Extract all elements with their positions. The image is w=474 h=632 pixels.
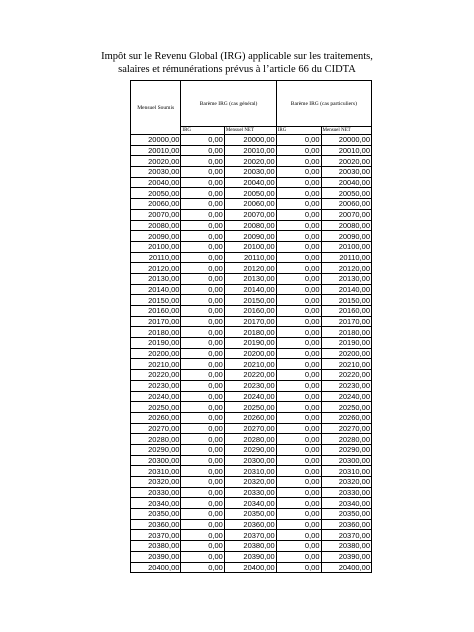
cell-net-general: 20170,00 — [224, 316, 276, 327]
cell-irg-general: 0,00 — [181, 541, 224, 552]
table-row — [131, 273, 372, 284]
cell-irg-particuliers: 0,00 — [276, 220, 321, 231]
cell-irg-particuliers: 0,00 — [276, 551, 321, 562]
cell-mensuel-soumis: 20300,00 — [131, 455, 181, 466]
table-row — [131, 316, 372, 327]
table-row — [131, 412, 372, 423]
cell-net-particuliers: 20210,00 — [321, 359, 371, 370]
header-irg-general: IRG — [181, 127, 224, 135]
cell-net-general: 20240,00 — [224, 391, 276, 402]
cell-net-particuliers: 20120,00 — [321, 263, 371, 274]
cell-irg-general: 0,00 — [181, 338, 224, 349]
cell-mensuel-soumis: 20150,00 — [131, 295, 181, 306]
cell-net-general: 20280,00 — [224, 434, 276, 445]
header-net-general: Mensuel NET — [224, 127, 276, 135]
cell-mensuel-soumis: 20280,00 — [131, 434, 181, 445]
cell-net-particuliers: 20150,00 — [321, 295, 371, 306]
cell-mensuel-soumis: 20120,00 — [131, 263, 181, 274]
cell-irg-general: 0,00 — [181, 220, 224, 231]
cell-irg-particuliers: 0,00 — [276, 530, 321, 541]
cell-irg-particuliers: 0,00 — [276, 370, 321, 381]
cell-net-general: 20120,00 — [224, 263, 276, 274]
cell-irg-general: 0,00 — [181, 199, 224, 210]
table-row — [131, 541, 372, 552]
irg-table — [130, 80, 372, 573]
cell-irg-general: 0,00 — [181, 241, 224, 252]
table-row — [131, 306, 372, 317]
cell-net-general: 20340,00 — [224, 498, 276, 509]
table-row — [131, 487, 372, 498]
cell-net-particuliers: 20070,00 — [321, 209, 371, 220]
cell-mensuel-soumis: 20320,00 — [131, 477, 181, 488]
cell-net-particuliers: 20290,00 — [321, 444, 371, 455]
cell-irg-particuliers: 0,00 — [276, 156, 321, 167]
cell-irg-particuliers: 0,00 — [276, 252, 321, 263]
cell-net-general: 20370,00 — [224, 530, 276, 541]
cell-irg-general: 0,00 — [181, 380, 224, 391]
header-net-particuliers: Mensuel NET — [321, 127, 371, 135]
cell-irg-particuliers: 0,00 — [276, 498, 321, 509]
cell-net-general: 20250,00 — [224, 402, 276, 413]
table-row — [131, 562, 372, 573]
cell-net-particuliers: 20310,00 — [321, 466, 371, 477]
table-row — [131, 220, 372, 231]
cell-mensuel-soumis: 20400,00 — [131, 562, 181, 573]
cell-net-particuliers: 20010,00 — [321, 145, 371, 156]
cell-net-particuliers: 20110,00 — [321, 252, 371, 263]
table-body — [131, 135, 372, 573]
cell-mensuel-soumis: 20140,00 — [131, 284, 181, 295]
cell-mensuel-soumis: 20110,00 — [131, 252, 181, 263]
cell-net-particuliers: 20330,00 — [321, 487, 371, 498]
cell-irg-general: 0,00 — [181, 231, 224, 242]
cell-irg-general: 0,00 — [181, 188, 224, 199]
cell-net-general: 20290,00 — [224, 444, 276, 455]
cell-irg-general: 0,00 — [181, 455, 224, 466]
cell-mensuel-soumis: 20090,00 — [131, 231, 181, 242]
cell-mensuel-soumis: 20030,00 — [131, 167, 181, 178]
cell-net-general: 20010,00 — [224, 145, 276, 156]
title-line-1: Impôt sur le Revenu Global (IRG) applicable sur les traitements, — [101, 51, 373, 62]
cell-irg-particuliers: 0,00 — [276, 487, 321, 498]
cell-irg-general: 0,00 — [181, 327, 224, 338]
cell-net-general: 20300,00 — [224, 455, 276, 466]
table-row — [131, 551, 372, 562]
cell-mensuel-soumis: 20310,00 — [131, 466, 181, 477]
cell-irg-general: 0,00 — [181, 402, 224, 413]
cell-net-general: 20070,00 — [224, 209, 276, 220]
cell-irg-particuliers: 0,00 — [276, 273, 321, 284]
cell-net-particuliers: 20200,00 — [321, 348, 371, 359]
cell-net-particuliers: 20050,00 — [321, 188, 371, 199]
cell-irg-general: 0,00 — [181, 412, 224, 423]
cell-irg-particuliers: 0,00 — [276, 188, 321, 199]
cell-net-general: 20060,00 — [224, 199, 276, 210]
cell-irg-particuliers: 0,00 — [276, 338, 321, 349]
table-row — [131, 359, 372, 370]
cell-mensuel-soumis: 20170,00 — [131, 316, 181, 327]
cell-mensuel-soumis: 20100,00 — [131, 241, 181, 252]
cell-net-general: 20270,00 — [224, 423, 276, 434]
cell-net-particuliers: 20350,00 — [321, 509, 371, 520]
cell-mensuel-soumis: 20270,00 — [131, 423, 181, 434]
cell-net-particuliers: 20220,00 — [321, 370, 371, 381]
cell-irg-general: 0,00 — [181, 316, 224, 327]
cell-irg-particuliers: 0,00 — [276, 444, 321, 455]
cell-net-general: 20080,00 — [224, 220, 276, 231]
cell-mensuel-soumis: 20220,00 — [131, 370, 181, 381]
cell-net-general: 20230,00 — [224, 380, 276, 391]
cell-net-particuliers: 20270,00 — [321, 423, 371, 434]
cell-mensuel-soumis: 20200,00 — [131, 348, 181, 359]
cell-net-particuliers: 20300,00 — [321, 455, 371, 466]
cell-net-particuliers: 20380,00 — [321, 541, 371, 552]
cell-net-general: 20130,00 — [224, 273, 276, 284]
cell-irg-general: 0,00 — [181, 562, 224, 573]
cell-net-particuliers: 20230,00 — [321, 380, 371, 391]
cell-irg-particuliers: 0,00 — [276, 209, 321, 220]
cell-irg-particuliers: 0,00 — [276, 348, 321, 359]
header-group-particuliers: Barème IRG (cas particuliers) — [276, 81, 371, 127]
cell-net-particuliers: 20280,00 — [321, 434, 371, 445]
table-row — [131, 327, 372, 338]
cell-mensuel-soumis: 20330,00 — [131, 487, 181, 498]
cell-irg-particuliers: 0,00 — [276, 359, 321, 370]
cell-net-general: 20350,00 — [224, 509, 276, 520]
table-row — [131, 519, 372, 530]
cell-net-general: 20100,00 — [224, 241, 276, 252]
table-row — [131, 423, 372, 434]
cell-mensuel-soumis: 20210,00 — [131, 359, 181, 370]
cell-mensuel-soumis: 20230,00 — [131, 380, 181, 391]
cell-irg-particuliers: 0,00 — [276, 380, 321, 391]
table-row — [131, 177, 372, 188]
table-row — [131, 370, 372, 381]
cell-net-particuliers: 20360,00 — [321, 519, 371, 530]
table-row — [131, 477, 372, 488]
cell-net-general: 20150,00 — [224, 295, 276, 306]
cell-irg-general: 0,00 — [181, 209, 224, 220]
cell-irg-particuliers: 0,00 — [276, 306, 321, 317]
cell-irg-general: 0,00 — [181, 177, 224, 188]
cell-net-general: 20140,00 — [224, 284, 276, 295]
cell-net-general: 20050,00 — [224, 188, 276, 199]
cell-irg-general: 0,00 — [181, 145, 224, 156]
table-row — [131, 167, 372, 178]
cell-irg-particuliers: 0,00 — [276, 231, 321, 242]
cell-mensuel-soumis: 20340,00 — [131, 498, 181, 509]
table-row — [131, 391, 372, 402]
table-row — [131, 263, 372, 274]
cell-net-particuliers: 20250,00 — [321, 402, 371, 413]
cell-net-general: 20310,00 — [224, 466, 276, 477]
table-row — [131, 348, 372, 359]
cell-irg-particuliers: 0,00 — [276, 177, 321, 188]
cell-net-general: 20330,00 — [224, 487, 276, 498]
table-row — [131, 284, 372, 295]
cell-net-particuliers: 20160,00 — [321, 306, 371, 317]
cell-net-particuliers: 20260,00 — [321, 412, 371, 423]
cell-mensuel-soumis: 20160,00 — [131, 306, 181, 317]
table-row — [131, 402, 372, 413]
cell-net-particuliers: 20140,00 — [321, 284, 371, 295]
table-row — [131, 466, 372, 477]
cell-net-general: 20220,00 — [224, 370, 276, 381]
cell-irg-particuliers: 0,00 — [276, 477, 321, 488]
cell-mensuel-soumis: 20260,00 — [131, 412, 181, 423]
cell-irg-particuliers: 0,00 — [276, 423, 321, 434]
cell-irg-general: 0,00 — [181, 519, 224, 530]
cell-mensuel-soumis: 20040,00 — [131, 177, 181, 188]
cell-net-general: 20000,00 — [224, 135, 276, 146]
cell-net-particuliers: 20060,00 — [321, 199, 371, 210]
cell-net-general: 20260,00 — [224, 412, 276, 423]
cell-irg-general: 0,00 — [181, 487, 224, 498]
cell-net-general: 20160,00 — [224, 306, 276, 317]
cell-irg-particuliers: 0,00 — [276, 135, 321, 146]
cell-mensuel-soumis: 20360,00 — [131, 519, 181, 530]
cell-mensuel-soumis: 20250,00 — [131, 402, 181, 413]
cell-net-general: 20180,00 — [224, 327, 276, 338]
cell-net-general: 20360,00 — [224, 519, 276, 530]
table-row — [131, 498, 372, 509]
cell-irg-general: 0,00 — [181, 295, 224, 306]
cell-irg-general: 0,00 — [181, 498, 224, 509]
cell-irg-particuliers: 0,00 — [276, 562, 321, 573]
cell-mensuel-soumis: 20290,00 — [131, 444, 181, 455]
cell-irg-particuliers: 0,00 — [276, 316, 321, 327]
table-row — [131, 156, 372, 167]
cell-irg-particuliers: 0,00 — [276, 509, 321, 520]
cell-irg-general: 0,00 — [181, 156, 224, 167]
cell-irg-particuliers: 0,00 — [276, 412, 321, 423]
cell-net-particuliers: 20390,00 — [321, 551, 371, 562]
cell-net-general: 20090,00 — [224, 231, 276, 242]
cell-irg-particuliers: 0,00 — [276, 145, 321, 156]
cell-irg-general: 0,00 — [181, 167, 224, 178]
cell-irg-general: 0,00 — [181, 284, 224, 295]
cell-irg-general: 0,00 — [181, 135, 224, 146]
cell-irg-general: 0,00 — [181, 423, 224, 434]
cell-irg-particuliers: 0,00 — [276, 402, 321, 413]
cell-net-particuliers: 20130,00 — [321, 273, 371, 284]
cell-irg-particuliers: 0,00 — [276, 241, 321, 252]
cell-irg-general: 0,00 — [181, 359, 224, 370]
cell-irg-particuliers: 0,00 — [276, 295, 321, 306]
table-row — [131, 530, 372, 541]
cell-mensuel-soumis: 20020,00 — [131, 156, 181, 167]
cell-net-general: 20380,00 — [224, 541, 276, 552]
cell-mensuel-soumis: 20050,00 — [131, 188, 181, 199]
cell-net-particuliers: 20400,00 — [321, 562, 371, 573]
cell-irg-particuliers: 0,00 — [276, 455, 321, 466]
table-row — [131, 434, 372, 445]
cell-irg-general: 0,00 — [181, 391, 224, 402]
cell-net-particuliers: 20000,00 — [321, 135, 371, 146]
cell-net-particuliers: 20020,00 — [321, 156, 371, 167]
header-mensuel-soumis: Mensuel Soumis — [131, 81, 181, 135]
cell-net-general: 20400,00 — [224, 562, 276, 573]
cell-net-particuliers: 20030,00 — [321, 167, 371, 178]
cell-irg-general: 0,00 — [181, 263, 224, 274]
table-row — [131, 145, 372, 156]
cell-irg-general: 0,00 — [181, 370, 224, 381]
cell-irg-general: 0,00 — [181, 348, 224, 359]
cell-irg-particuliers: 0,00 — [276, 199, 321, 210]
cell-mensuel-soumis: 20380,00 — [131, 541, 181, 552]
table-header — [131, 81, 372, 135]
cell-net-general: 20020,00 — [224, 156, 276, 167]
cell-mensuel-soumis: 20180,00 — [131, 327, 181, 338]
cell-irg-general: 0,00 — [181, 444, 224, 455]
cell-net-particuliers: 20340,00 — [321, 498, 371, 509]
header-irg-particuliers: IRG — [276, 127, 321, 135]
cell-irg-general: 0,00 — [181, 273, 224, 284]
cell-irg-particuliers: 0,00 — [276, 263, 321, 274]
cell-mensuel-soumis: 20370,00 — [131, 530, 181, 541]
cell-net-particuliers: 20090,00 — [321, 231, 371, 242]
cell-net-particuliers: 20240,00 — [321, 391, 371, 402]
cell-irg-particuliers: 0,00 — [276, 327, 321, 338]
cell-irg-particuliers: 0,00 — [276, 284, 321, 295]
table-row — [131, 455, 372, 466]
title-line-2: salaires et rémunérations prévus à l’article 66 du CIDTA — [118, 64, 356, 75]
cell-net-particuliers: 20080,00 — [321, 220, 371, 231]
table-row — [131, 444, 372, 455]
cell-net-general: 20040,00 — [224, 177, 276, 188]
table-row — [131, 231, 372, 242]
cell-net-general: 20210,00 — [224, 359, 276, 370]
cell-mensuel-soumis: 20070,00 — [131, 209, 181, 220]
cell-mensuel-soumis: 20240,00 — [131, 391, 181, 402]
cell-irg-particuliers: 0,00 — [276, 519, 321, 530]
table-row — [131, 241, 372, 252]
cell-mensuel-soumis: 20060,00 — [131, 199, 181, 210]
cell-mensuel-soumis: 20390,00 — [131, 551, 181, 562]
cell-mensuel-soumis: 20010,00 — [131, 145, 181, 156]
cell-irg-general: 0,00 — [181, 252, 224, 263]
cell-net-particuliers: 20190,00 — [321, 338, 371, 349]
cell-net-general: 20190,00 — [224, 338, 276, 349]
cell-irg-particuliers: 0,00 — [276, 466, 321, 477]
cell-irg-particuliers: 0,00 — [276, 167, 321, 178]
cell-irg-particuliers: 0,00 — [276, 434, 321, 445]
cell-net-particuliers: 20040,00 — [321, 177, 371, 188]
table-row — [131, 295, 372, 306]
cell-net-particuliers: 20370,00 — [321, 530, 371, 541]
cell-net-particuliers: 20320,00 — [321, 477, 371, 488]
cell-irg-particuliers: 0,00 — [276, 391, 321, 402]
cell-net-general: 20200,00 — [224, 348, 276, 359]
cell-net-particuliers: 20180,00 — [321, 327, 371, 338]
header-group-general: Barème IRG (cas général) — [181, 81, 276, 127]
cell-net-general: 20110,00 — [224, 252, 276, 263]
cell-irg-particuliers: 0,00 — [276, 541, 321, 552]
cell-mensuel-soumis: 20130,00 — [131, 273, 181, 284]
cell-irg-general: 0,00 — [181, 509, 224, 520]
cell-irg-general: 0,00 — [181, 434, 224, 445]
cell-mensuel-soumis: 20000,00 — [131, 135, 181, 146]
table-row — [131, 135, 372, 146]
cell-irg-general: 0,00 — [181, 466, 224, 477]
cell-net-particuliers: 20100,00 — [321, 241, 371, 252]
cell-irg-general: 0,00 — [181, 530, 224, 541]
document-title — [0, 50, 474, 76]
cell-mensuel-soumis: 20350,00 — [131, 509, 181, 520]
cell-mensuel-soumis: 20190,00 — [131, 338, 181, 349]
cell-net-general: 20320,00 — [224, 477, 276, 488]
table-row — [131, 209, 372, 220]
cell-irg-general: 0,00 — [181, 306, 224, 317]
table-row — [131, 509, 372, 520]
table-row — [131, 338, 372, 349]
cell-mensuel-soumis: 20080,00 — [131, 220, 181, 231]
table-row — [131, 252, 372, 263]
cell-irg-general: 0,00 — [181, 551, 224, 562]
cell-irg-general: 0,00 — [181, 477, 224, 488]
cell-net-particuliers: 20170,00 — [321, 316, 371, 327]
table-row — [131, 199, 372, 210]
cell-net-general: 20030,00 — [224, 167, 276, 178]
cell-net-general: 20390,00 — [224, 551, 276, 562]
table-row — [131, 188, 372, 199]
table-row — [131, 380, 372, 391]
